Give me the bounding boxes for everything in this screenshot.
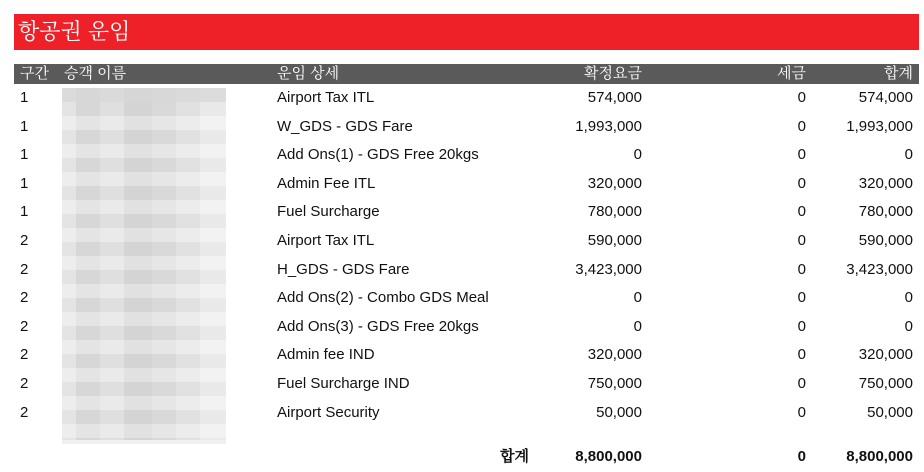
- header-total: 합계: [884, 65, 913, 82]
- tax-cell: 0: [797, 317, 806, 335]
- table-header: [14, 64, 919, 84]
- total-cell: 574,000: [858, 89, 913, 106]
- header-tax: 세금: [777, 65, 806, 82]
- segment-cell: 1: [20, 203, 29, 221]
- page-title: 항공권 운임: [14, 14, 919, 50]
- total-cell: 3,423,000: [846, 260, 913, 278]
- detail-cell: W_GDS - GDS Fare: [277, 117, 413, 135]
- tax-cell: 0: [797, 231, 806, 249]
- detail-cell: Add Ons(3) - GDS Free 20kgs: [277, 317, 479, 335]
- redaction-overlay-bottom: [62, 440, 226, 444]
- total-cell: 0: [904, 317, 913, 335]
- fare-cell: 590,000: [587, 231, 642, 249]
- fare-cell: 750,000: [587, 374, 642, 392]
- detail-cell: Airport Security: [277, 403, 380, 421]
- summary-total: 8,800,000: [846, 448, 913, 465]
- segment-cell: 2: [20, 231, 29, 249]
- total-cell: 50,000: [867, 403, 913, 421]
- total-cell: 320,000: [858, 346, 913, 364]
- detail-cell: Add Ons(2) - Combo GDS Meal: [277, 289, 489, 307]
- detail-cell: Admin fee IND: [277, 346, 375, 364]
- segment-cell: 2: [20, 260, 29, 278]
- detail-cell: H_GDS - GDS Fare: [277, 260, 410, 278]
- fare-cell: 574,000: [587, 89, 642, 106]
- fare-cell: 0: [633, 146, 642, 164]
- tax-cell: 0: [797, 289, 806, 307]
- segment-cell: 2: [20, 346, 29, 364]
- detail-cell: Fuel Surcharge: [277, 203, 380, 221]
- header-passenger-name: 승객 이름: [64, 65, 127, 82]
- segment-cell: 2: [20, 403, 29, 421]
- fare-cell: 1,993,000: [575, 117, 642, 135]
- segment-cell: 2: [20, 374, 29, 392]
- fare-cell: 320,000: [587, 174, 642, 192]
- fare-cell: 320,000: [587, 346, 642, 364]
- detail-cell: Add Ons(1) - GDS Free 20kgs: [277, 146, 479, 164]
- detail-cell: Admin Fee ITL: [277, 174, 376, 192]
- segment-cell: 1: [20, 89, 29, 106]
- tax-cell: 0: [797, 89, 806, 106]
- segment-cell: 1: [20, 117, 29, 135]
- summary-label: 합계: [500, 448, 529, 465]
- fare-cell: 50,000: [596, 403, 642, 421]
- total-cell: 320,000: [858, 174, 913, 192]
- redaction-overlay-top: [62, 88, 226, 102]
- total-cell: 0: [904, 289, 913, 307]
- segment-cell: 2: [20, 317, 29, 335]
- segment-cell: 2: [20, 289, 29, 307]
- total-cell: 750,000: [858, 374, 913, 392]
- segment-cell: 1: [20, 174, 29, 192]
- summary-tax: 0: [797, 448, 806, 465]
- summary-row: [14, 446, 919, 472]
- header-confirmed-fare: 확정요금: [584, 65, 642, 82]
- tax-cell: 0: [797, 203, 806, 221]
- tax-cell: 0: [797, 374, 806, 392]
- tax-cell: 0: [797, 403, 806, 421]
- detail-cell: Airport Tax ITL: [277, 231, 375, 249]
- total-cell: 0: [904, 146, 913, 164]
- detail-cell: Airport Tax ITL: [277, 89, 375, 106]
- fare-cell: 0: [633, 317, 642, 335]
- fare-cell: 780,000: [587, 203, 642, 221]
- tax-cell: 0: [797, 146, 806, 164]
- segment-cell: 1: [20, 146, 29, 164]
- detail-cell: Fuel Surcharge IND: [277, 374, 410, 392]
- header-fare-detail: 운임 상세: [277, 65, 340, 82]
- redacted-passenger-names: [62, 88, 226, 440]
- total-cell: 590,000: [858, 231, 913, 249]
- header-segment: 구간: [20, 65, 49, 82]
- summary-fare: 8,800,000: [575, 448, 642, 465]
- total-cell: 780,000: [858, 203, 913, 221]
- tax-cell: 0: [797, 174, 806, 192]
- fare-cell: 0: [633, 289, 642, 307]
- tax-cell: 0: [797, 260, 806, 278]
- tax-cell: 0: [797, 117, 806, 135]
- tax-cell: 0: [797, 346, 806, 364]
- fare-cell: 3,423,000: [575, 260, 642, 278]
- total-cell: 1,993,000: [846, 117, 913, 135]
